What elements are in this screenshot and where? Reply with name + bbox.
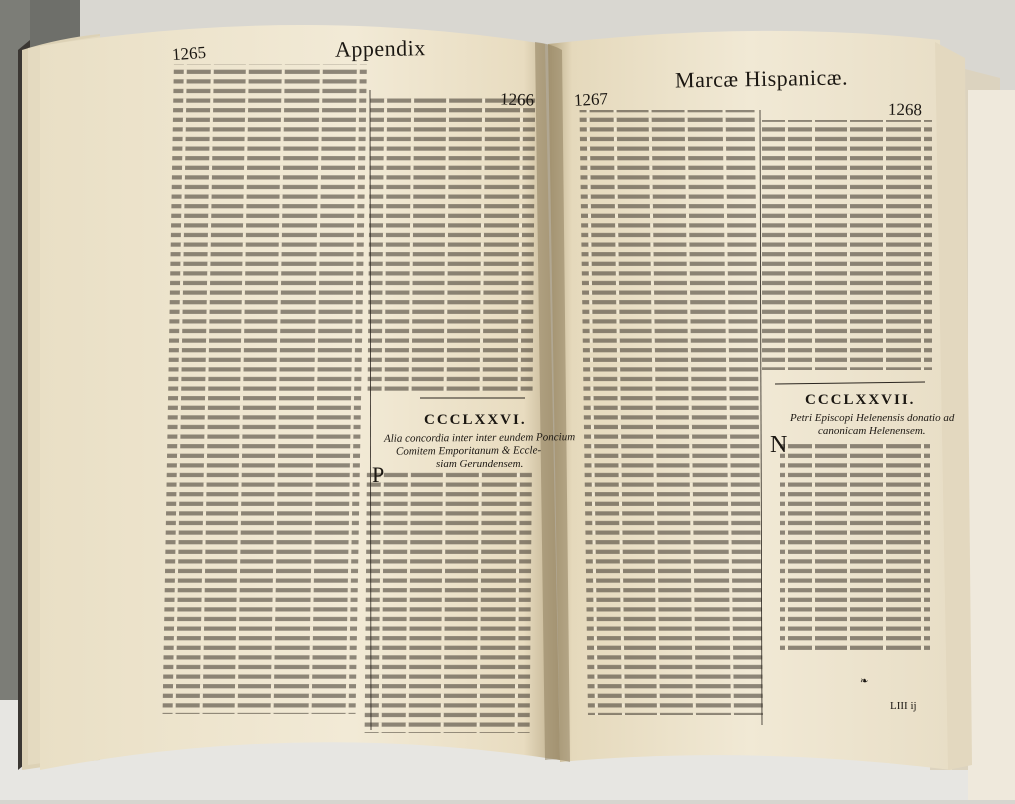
right-section-caption-line1: Petri Episcopi Helenensis donatio ad	[790, 412, 955, 424]
svg-text:P: P	[372, 462, 385, 487]
right-page-number-right: 1268	[887, 99, 923, 120]
left-section-caption-line1: Alia concordia inter inter eundem Poncium	[383, 431, 576, 445]
svg-text:N: N	[770, 432, 788, 458]
left-section-caption-line2: Comitem Emporitanum & Eccle-	[395, 444, 542, 458]
page-signature: LIII ij	[890, 700, 917, 712]
left-section-caption-line3: siam Gerundensem.	[436, 458, 524, 470]
svg-text:❧: ❧	[860, 676, 869, 687]
right-page-title: Marcæ Hispanicæ.	[674, 64, 849, 93]
left-page-number-right: 1266	[499, 89, 535, 110]
right-section-caption-line2: canonicam Helenensem.	[818, 425, 926, 437]
left-section-number: CCCLXXVI.	[424, 412, 527, 428]
left-page-title: Appendix	[334, 35, 426, 62]
left-page-number-left: 1265	[171, 42, 207, 65]
right-page-number-left: 1267	[573, 89, 609, 110]
right-section-number: CCCLXXVII.	[805, 392, 916, 408]
